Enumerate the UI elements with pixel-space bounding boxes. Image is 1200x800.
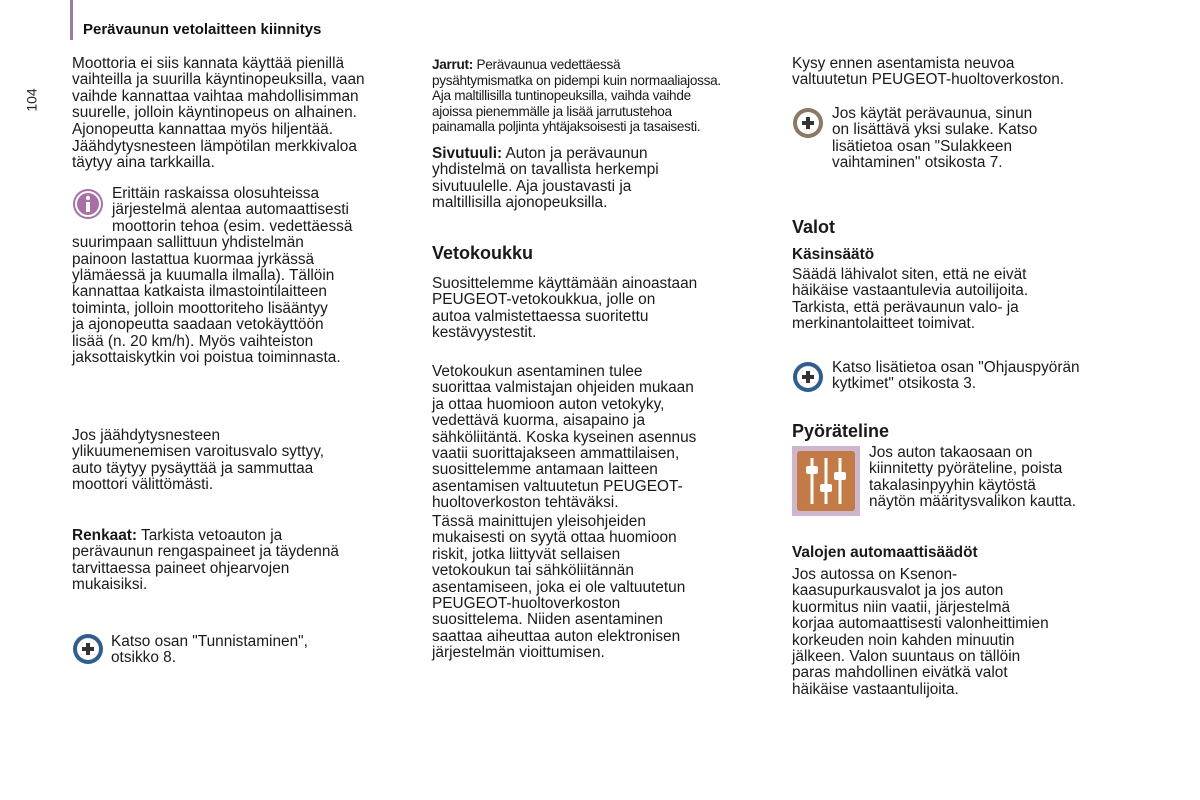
towbar-heading: Vetokoukku: [432, 243, 534, 263]
text-line: korjaa automaattisesti valonheittimien: [792, 615, 1049, 633]
text-line: järjestelmän vioittumisen.: [432, 644, 605, 662]
text-line: PEUGEOT-vetokoukkua, jolle on: [432, 291, 656, 309]
text-line: suosittelemme antamaan laitteen: [432, 461, 658, 479]
text-line: autoa valmistettaessa suoritettu: [432, 307, 649, 325]
text-line: vaihde kannattaa vaihtaa mahdollisimman: [72, 87, 359, 105]
col2-crosswind: Sivutuuli: Auton ja perävaunun yhdistelmä on tavallista herkempi sivutuulelle. Aja joustavasti ja maltillisilla ajonopeuksilla.: [432, 145, 659, 212]
section-accent-bar: [70, 0, 73, 40]
col3-fuse-note: [832, 106, 1037, 172]
text-line: Tarkista, että perävaunun valo- ja: [792, 298, 1019, 316]
text-line: Jos käytät perävaunua, sinun: [832, 105, 1033, 122]
col1-para-1: [72, 56, 365, 138]
text-line: riskit, jotka liittyvät sellaisen: [432, 545, 621, 563]
text-line: vaihtaminen" otsikosta 7.: [832, 154, 1003, 172]
text-line: moottori välittömästi.: [72, 476, 214, 494]
col3-bike-note: [869, 445, 1076, 511]
text-line: Tässä mainittujen yleisohjeiden: [432, 513, 646, 530]
text-line: asentamiseen, joka ei ole valtuutetun: [432, 578, 686, 596]
text-line: vetokoukun tai sähköliitännän: [432, 562, 634, 580]
col3-manual-para: [792, 267, 1028, 333]
col1-info-note: Erittäin raskaissa olosuhteissa järjestelmä alentaa automaattisesti moottorin tehoa (esim. vedettäessä suurimpaan sallittuun yhdistelmän painoon lastattua kuormaa jyrkässä ylämäessä ja kuumalla ilmalla). Tällöin kannattaa katkaista ilmastointilaitteen toiminta, jolloin moottoriteho lisääntyy ja ajonopeutta saadaan vetokäyttöön lisää (n. 20 km/h). Myös vaihteiston jaksottaiskytkin voi poistua toiminnasta.: [72, 185, 353, 367]
text-line: merkinantolaitteet toimivat.: [792, 315, 976, 333]
text-line: on lisättävä yksi sulake. Katso: [832, 121, 1038, 139]
auto-adjust-heading: Valojen automaattisäädöt: [792, 544, 978, 561]
text-line: auto täytyy pysäyttää ja sammuttaa: [72, 459, 314, 477]
section-title: Perävaunun vetolaitteen kiinnitys: [83, 21, 322, 38]
text-line: kytkimet" otsikosta 3.: [832, 375, 977, 393]
text-line: sähköliitäntä. Koska kyseinen asennus: [432, 428, 697, 446]
col3-auto-para: [792, 567, 1049, 698]
text-line: kuormitus niin vaatii, järjestelmä: [792, 598, 1011, 616]
text-line: Jos jäähdytysnesteen: [72, 427, 221, 444]
tyres-label: Renkaat:: [72, 527, 138, 544]
text-line: vedettävä kuorma, aisapaino ja: [432, 412, 646, 430]
text-line: takalasinpyyhin käytöstä: [869, 476, 1036, 494]
col1-para-3: [72, 428, 324, 494]
text-line: vaihteilla ja suurilla käyntinopeuksilla, vaan: [72, 71, 365, 89]
bike-rack-heading: Pyöräteline: [792, 421, 890, 441]
plus-icon: [792, 361, 824, 393]
text-line: Jäähdytysnesteen lämpötilan merkkivaloa: [72, 138, 357, 155]
plus-icon: [72, 633, 104, 665]
text-line: suosittelema. Niiden asentaminen: [432, 611, 663, 629]
text-line: suorittaa valmistajan ohjeiden mukaan: [432, 379, 694, 397]
text-line: Säädä lähivalot siten, että ne eivät: [792, 266, 1027, 283]
text-line: huoltoverkoston tehtäväksi.: [432, 494, 619, 512]
text-line: paras mahdollinen eivätkä valot: [792, 664, 1008, 682]
col1-tyres: Renkaat: Tarkista vetoauton ja perävaunun rengaspaineet ja täydennä tarvittaessa paineet ohjearvojen mukaisiksi.: [72, 527, 339, 594]
text-line: näytön määritysvalikon kautta.: [869, 493, 1077, 511]
brakes-label: Jarrut:: [432, 57, 473, 72]
settings-sliders-icon: [792, 446, 860, 516]
manual-adjust-heading: Käsinsäätö: [792, 246, 875, 263]
text-line: suurelle, jolloin käyntinopeus on alhainen.: [72, 104, 357, 122]
text-line: Jos autossa on Ksenon-: [792, 566, 958, 583]
text-line: vaatii suorittajakseen ammattilaisen,: [432, 445, 680, 463]
text-line: valtuutetun PEUGEOT-huoltoverkoston.: [792, 71, 1065, 89]
col2-brakes: Jarrut: Perävaunua vedettäessä pysähtymismatka on pidempi kuin normaaliajossa. Aja maltillisilla tuntinopeuksilla, vaihda vaihde ajoissa pienemmälle ja lisää jarrutustehoa painamalla poljinta yhtäjaksoisesti ja tasaisesti.: [432, 57, 721, 134]
text-line: ylikuumenemisen varoitusvalo syttyy,: [72, 443, 325, 461]
text-line: häikäise vastaantulijoita.: [792, 680, 959, 698]
text-line: häikäise vastaantulevia autoilijoita.: [792, 282, 1029, 300]
text-line: Ajonopeutta kannattaa myös hiljentää.: [72, 120, 333, 138]
text-line: kiinnitetty pyöräteline, poista: [869, 460, 1063, 478]
col1-see-note: [111, 634, 308, 667]
text-line: Jos auton takaosaan on: [869, 444, 1033, 461]
col3-para-1: [792, 56, 1064, 89]
col1-para-2: [72, 139, 357, 172]
col3-switch-note: [832, 360, 1080, 393]
lights-heading: Valot: [792, 217, 836, 237]
col2-towbar-para-2: [432, 364, 696, 512]
text-line: lisätietoa osan "Sulakkeen: [832, 137, 1013, 155]
text-line: asentamisen valtuutetun PEUGEOT-: [432, 477, 683, 495]
text-line: jälkeen. Valon suuntaus on tällöin: [792, 648, 1021, 666]
col2-towbar-para-3: [432, 514, 685, 662]
text-line: otsikko 8.: [111, 649, 177, 667]
text-line: Suosittelemme käyttämään ainoastaan: [432, 275, 698, 292]
text-line: täytyy aina tarkkailla.: [72, 154, 215, 172]
text-line: ja ottaa huomioon auton vetokyky,: [432, 395, 665, 413]
text-line: Vetokoukun asentaminen tulee: [432, 363, 643, 380]
text-line: Kysy ennen asentamista neuvoa: [792, 55, 1015, 72]
text-line: kestävyystestit.: [432, 324, 537, 342]
text-line: saattaa aiheuttaa auton elektronisen: [432, 627, 681, 645]
text-line: Moottoria ei siis kannata käyttää pienillä: [72, 55, 345, 72]
plus-icon: [792, 107, 824, 139]
col2-towbar-para-1: [432, 276, 697, 342]
crosswind-label: Sivutuuli:: [432, 145, 503, 162]
text-line: Katso osan "Tunnistaminen",: [111, 633, 308, 650]
page-number: 104: [23, 88, 40, 112]
text-line: PEUGEOT-huoltoverkoston: [432, 595, 621, 613]
text-line: mukaisesti on syytä ottaa huomioon: [432, 529, 677, 547]
text-line: korkeuden noin kahden minuutin: [792, 631, 1015, 649]
text-line: kaasupurkausvalot ja jos auton: [792, 582, 1004, 600]
text-line: Katso lisätietoa osan "Ohjauspyörän: [832, 359, 1080, 376]
